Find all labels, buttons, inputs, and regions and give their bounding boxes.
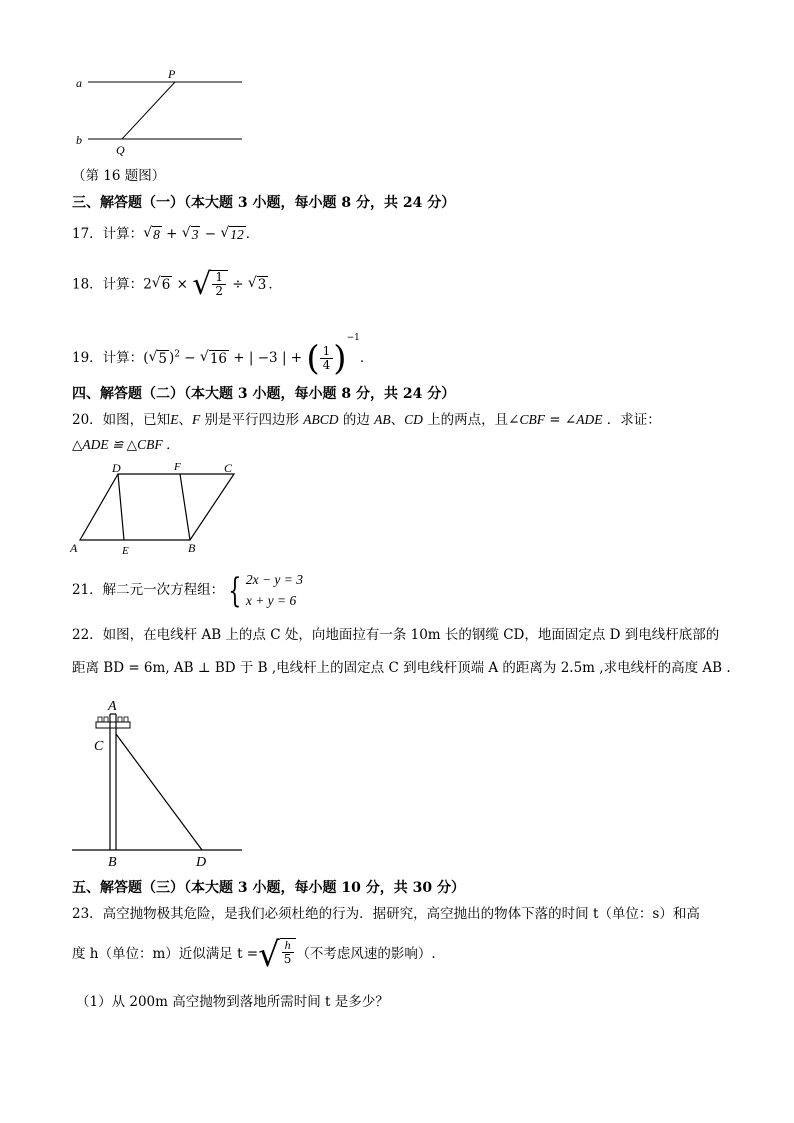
- sqrt-h-over-5: √ $\frac{h}{5}$: [258, 938, 296, 972]
- sqrt-3b: √ 3: [247, 275, 267, 294]
- q17-prefix: 17．计算：: [72, 226, 144, 243]
- sqrt-8: √ 8: [143, 225, 160, 242]
- label-q: Q: [116, 143, 125, 157]
- label-A: A: [108, 699, 117, 714]
- question-19: 19．计算：( √ 5 )$^2$ − √ 16 + | −3 | + ( $\frac{1}{4}$ )$^{-1}$．: [72, 333, 374, 379]
- figure-16: [70, 62, 250, 158]
- label-C: C: [94, 739, 104, 754]
- insulator-4: [124, 717, 128, 722]
- sqrt-6: √ 6: [151, 275, 171, 294]
- question-23-part-1: （1）从 200m 高空抛物到落地所需时间 t 是多少？: [76, 994, 389, 1010]
- label-a: a: [76, 76, 82, 90]
- question-18: 18．计算：2 √ 6 × √ $\frac{1}{2}$ ÷ √ 3 ．: [72, 267, 282, 302]
- label-D: D: [196, 855, 207, 870]
- question-22-line-2: 距离 BD = 6m, AB ⊥ BD 于 B ,电线杆上的固定点 C 到电线杆顶端 A 的距离为 2.5m ,求电线杆的高度 AB .: [72, 660, 731, 676]
- question-23-line-1: 23．高空抛物极其危险，是我们必须杜绝的行为．据研究，高空抛出的物体下落的时间 t（单位：s）和高: [72, 906, 700, 922]
- label-B: B: [108, 855, 117, 870]
- label-B: B: [188, 541, 196, 555]
- transversal-pq: [122, 82, 175, 139]
- equation-2: x + y = 6: [245, 592, 297, 608]
- question-23-line-2: 度 h（单位：m）近似满足 t = √ $\frac{h}{5}$ （不考虑风速的影响）.: [72, 935, 436, 975]
- label-p: P: [168, 67, 176, 81]
- figure-22-pole: [68, 694, 246, 870]
- label-C: C: [224, 461, 233, 475]
- equation-system: [246, 570, 303, 612]
- cable-cd: [116, 734, 202, 850]
- sqrt-half: √ $\frac{1}{2}$: [192, 270, 228, 300]
- label-E: E: [122, 545, 129, 557]
- crossarm: [96, 722, 130, 728]
- question-17: 17．计算： √ 8 + √ 3 − √ 12 ．: [72, 225, 260, 243]
- question-20-line-2: △ADE ≌ △CBF ．: [72, 437, 180, 452]
- question-21: 21．解二元一次方程组： { 2x − y = 3 x + y = 6: [72, 570, 304, 611]
- insulator-2: [104, 717, 108, 722]
- segment-bf: [180, 474, 190, 540]
- q18-prefix: 18．计算：: [72, 276, 144, 293]
- parallelogram-abcd: [80, 474, 234, 540]
- question-22-line-1: 22．如图，在电线杆 AB 上的点 C 处，向地面拉有一条 10m 长的钢缆 CD，地面固定点 D 到电线杆底部的: [72, 627, 720, 643]
- section-3-heading: 三、解答题（一）（本大题 3 小题，每小题 8 分，共 24 分）: [72, 195, 456, 211]
- equation-1: 2x − y = 3: [245, 572, 304, 587]
- label-b: b: [76, 133, 82, 147]
- insulator-1: [98, 717, 102, 722]
- sqrt-16: √ 16: [199, 348, 228, 367]
- q19-prefix: 19．计算：: [72, 350, 144, 366]
- sqrt-3: √ 3: [181, 225, 199, 242]
- q21-prefix: 21．解二元一次方程组：: [72, 582, 225, 599]
- sqrt-5: √ 5: [148, 348, 167, 367]
- insulator-3: [118, 717, 122, 722]
- question-20-line-1: 20．如图，已知E、F 别是平行四边形 ABCD 的边 AB、CD 上的两点，且∠CBF = ∠ADE ．求证：: [72, 412, 661, 428]
- section-5-heading: 五、解答题（三）（本大题 3 小题，每小题 10 分，共 30 分）: [72, 880, 465, 896]
- frac-1-4: $\frac{1}{4}$: [320, 345, 334, 372]
- figure-20-parallelogram: [68, 458, 248, 558]
- label-D: D: [112, 461, 121, 475]
- sqrt-12: √ 12: [220, 225, 244, 242]
- figure-16-caption: （第 16 题图）: [72, 168, 166, 184]
- segment-de: [118, 474, 124, 540]
- label-A: A: [70, 541, 78, 555]
- label-F: F: [174, 461, 181, 473]
- section-4-heading: 四、解答题（二）（本大题 3 小题，每小题 8 分，共 24 分）: [72, 386, 456, 402]
